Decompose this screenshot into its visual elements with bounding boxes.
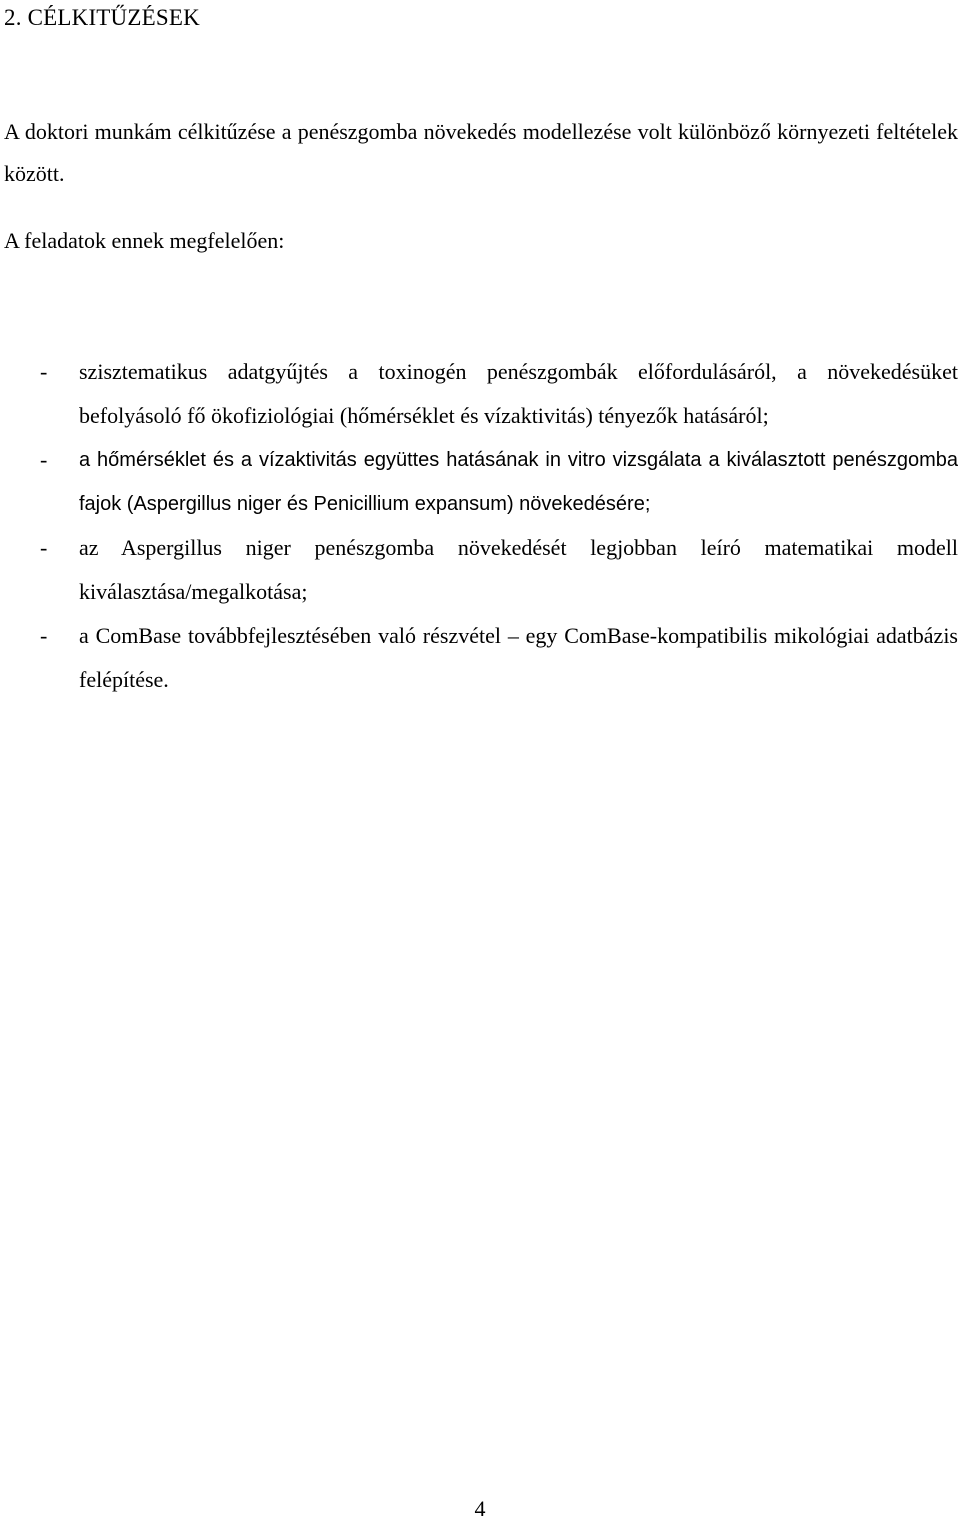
intro-paragraph: A doktori munkám célkitűzése a penészgomba növekedés modellezése volt különböző környezeti feltételek között. xyxy=(4,119,958,186)
list-item-text: szisztematikus adatgyűjtés a toxinogén penészgombák előfordulásáról, a növekedésüket befolyásoló fő ökofiziológiai (hőmérséklet és vízaktivitás) tényezők hatásáról; xyxy=(79,359,958,428)
list-item-combase-database xyxy=(0,614,958,702)
list-item-text: az Aspergillus niger penészgomba növekedését legjobban leíró matematikai modell kiválasztása/megalkotása; xyxy=(79,535,958,604)
list-item-model-selection xyxy=(0,526,958,614)
list-item-text: a ComBase továbbfejlesztésében való részvétel – egy ComBase-kompatibilis mikológiai adatbázis felépítése. xyxy=(79,623,958,692)
tasks-lead-paragraph: A feladatok ennek megfelelően: xyxy=(4,228,285,253)
bullet-dash: - xyxy=(40,359,48,384)
section-heading: 2. CÉLKITŰZÉSEK xyxy=(4,5,200,30)
tasks-list xyxy=(0,350,958,702)
list-item-text: a hőmérséklet és a vízaktivitás együttes hatásának in vitro vizsgálata a kiválasztott penészgomba fajok (Aspergillus niger és Penicillium expansum) növekedésére; xyxy=(79,449,958,515)
bullet-dash: - xyxy=(40,535,48,560)
bullet-dash: - xyxy=(40,623,48,648)
bullet-dash: - xyxy=(40,447,48,472)
list-item-in-vitro-study xyxy=(0,438,958,526)
list-item-data-collection xyxy=(0,350,958,438)
page-number: 4 xyxy=(474,1496,486,1521)
